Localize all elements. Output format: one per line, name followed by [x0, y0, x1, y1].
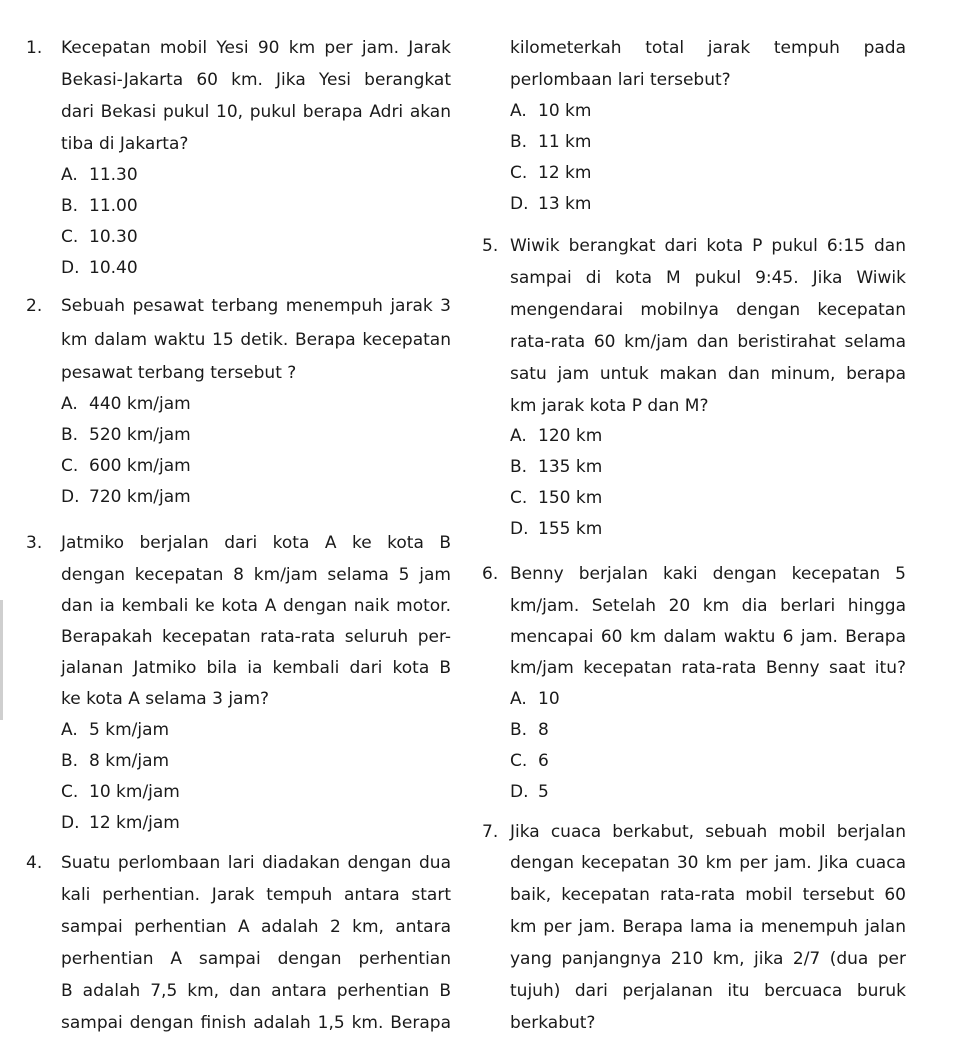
option-text: 5 km/jam: [89, 720, 170, 740]
option-text: 10.40: [89, 258, 138, 278]
question-text-line: ke kota A selama 3 jam?: [61, 689, 270, 709]
question-text-line: mencapai 60 km dalam waktu 6 jam. Berapa: [510, 627, 906, 647]
option-d[interactable]: [61, 813, 180, 833]
question-text-line: km per jam. Berapa lama ia menempuh jalan: [510, 917, 906, 937]
question-text-line: rata-rata 60 km/jam dan beristirahat selama: [510, 332, 906, 352]
question-text-line: Jatmiko berjalan dari kota A ke kota B: [61, 533, 451, 553]
question-text-line: kilometerkah total jarak tempuh pada: [510, 38, 906, 58]
option-text: 155 km: [538, 519, 603, 539]
question-text-line: pesawat terbang tersebut ?: [61, 363, 297, 383]
option-text: 10 km: [538, 101, 592, 121]
question-number: 1.: [26, 38, 43, 58]
option-b[interactable]: [61, 751, 169, 771]
option-c[interactable]: [61, 782, 180, 802]
option-d[interactable]: [61, 258, 138, 278]
option-text: 720 km/jam: [89, 487, 191, 507]
option-label: C.: [61, 782, 79, 802]
option-label: C.: [61, 456, 79, 476]
option-label: C.: [510, 163, 528, 183]
question-text-line: tujuh) dari perjalanan itu bercuaca buruk: [510, 981, 906, 1001]
option-a[interactable]: [510, 689, 560, 709]
option-d[interactable]: [510, 519, 602, 539]
option-label: D.: [61, 487, 80, 507]
option-label: A.: [510, 426, 527, 446]
option-text: 600 km/jam: [89, 456, 191, 476]
question-text-line: Kecepatan mobil Yesi 90 km per jam. Jarak: [61, 38, 451, 58]
option-c[interactable]: [510, 488, 602, 508]
question-text-line: km dalam waktu 15 detik. Berapa kecepatan: [61, 330, 451, 350]
option-text: 10.30: [89, 227, 138, 247]
question-text-line: sampai di kota M pukul 9:45. Jika Wiwik: [510, 268, 906, 288]
question-text-line: mengendarai mobilnya dengan kecepatan: [510, 300, 906, 320]
option-text: 10 km/jam: [89, 782, 180, 802]
question-text-line: tiba di Jakarta?: [61, 134, 189, 154]
question-number: 5.: [482, 236, 499, 256]
option-text: 6: [538, 751, 549, 771]
option-c[interactable]: [510, 751, 549, 771]
question-text-line: perlombaan lari tersebut?: [510, 70, 731, 90]
question-text-line: sampai dengan finish adalah 1,5 km. Berapa: [61, 1013, 451, 1033]
option-label: A.: [61, 394, 78, 414]
option-label: D.: [510, 194, 529, 214]
question-text-line: km/jam. Setelah 20 km dia berlari hingga: [510, 596, 906, 616]
option-c[interactable]: [61, 456, 191, 476]
question-text-line: berkabut?: [510, 1013, 596, 1033]
question-number: 2.: [26, 296, 43, 316]
option-text: 150 km: [538, 488, 603, 508]
option-text: 11.00: [89, 196, 138, 216]
option-d[interactable]: [510, 194, 591, 214]
option-text: 12 km: [538, 163, 592, 183]
question-text-line: Benny berjalan kaki dengan kecepatan 5: [510, 564, 906, 584]
option-text: 11 km: [538, 132, 592, 152]
question-text-line: dengan kecepatan 8 km/jam selama 5 jam: [61, 565, 451, 585]
question-text-line: Jika cuaca berkabut, sebuah mobil berjalan: [510, 822, 906, 842]
option-b[interactable]: [510, 457, 602, 477]
option-label: B.: [61, 196, 79, 216]
question-text-line: B adalah 7,5 km, dan antara perhentian B: [61, 981, 451, 1001]
option-b[interactable]: [61, 425, 191, 445]
question-text-line: Berapakah kecepatan rata-rata seluruh per-: [61, 627, 451, 647]
option-a[interactable]: [61, 394, 191, 414]
question-number: 7.: [482, 822, 499, 842]
option-d[interactable]: [510, 782, 549, 802]
option-text: 10: [538, 689, 560, 709]
option-label: B.: [510, 720, 528, 740]
question-text-line: km/jam kecepatan rata-rata Benny saat itu?: [510, 658, 906, 678]
question-text-line: yang panjangnya 210 km, jika 2/7 (dua per: [510, 949, 906, 969]
option-label: D.: [510, 782, 529, 802]
option-label: A.: [61, 720, 78, 740]
option-label: C.: [61, 227, 79, 247]
option-b[interactable]: [61, 196, 138, 216]
option-a[interactable]: [510, 101, 591, 121]
option-label: B.: [61, 425, 79, 445]
option-text: 8 km/jam: [89, 751, 170, 771]
option-text: 440 km/jam: [89, 394, 191, 414]
option-label: C.: [510, 751, 528, 771]
option-text: 520 km/jam: [89, 425, 191, 445]
option-text: 120 km: [538, 426, 603, 446]
question-text-line: Sebuah pesawat terbang menempuh jarak 3: [61, 296, 451, 316]
option-b[interactable]: [510, 132, 591, 152]
option-text: 11.30: [89, 165, 138, 185]
question-text-line: Wiwik berangkat dari kota P pukul 6:15 dan: [510, 236, 906, 256]
question-text-line: Suatu perlombaan lari diadakan dengan dua: [61, 853, 451, 873]
option-label: A.: [61, 165, 78, 185]
question-text-line: satu jam untuk makan dan minum, berapa: [510, 364, 906, 384]
option-label: B.: [510, 457, 528, 477]
question-text-line: kali perhentian. Jarak tempuh antara start: [61, 885, 451, 905]
question-text-line: baik, kecepatan rata-rata mobil tersebut 60: [510, 885, 906, 905]
option-text: 135 km: [538, 457, 603, 477]
question-text-line: jalanan Jatmiko bila ia kembali dari kota B: [61, 658, 451, 678]
option-label: B.: [510, 132, 528, 152]
option-label: A.: [510, 101, 527, 121]
question-number: 4.: [26, 853, 43, 873]
option-label: B.: [61, 751, 79, 771]
question-number: 3.: [26, 533, 43, 553]
question-text-line: km jarak kota P dan M?: [510, 396, 709, 416]
option-c[interactable]: [61, 227, 138, 247]
option-a[interactable]: [61, 720, 169, 740]
question-text-line: Bekasi-Jakarta 60 km. Jika Yesi berangkat: [61, 70, 451, 90]
option-label: D.: [61, 258, 80, 278]
option-text: 13 km: [538, 194, 592, 214]
question-text-line: dan ia kembali ke kota A dengan naik motor.: [61, 596, 451, 616]
question-text-line: dari Bekasi pukul 10, pukul berapa Adri akan: [61, 102, 451, 122]
question-number: 6.: [482, 564, 499, 584]
option-b[interactable]: [510, 720, 549, 740]
option-text: 5: [538, 782, 549, 802]
option-label: D.: [510, 519, 529, 539]
option-d[interactable]: [61, 487, 191, 507]
option-text: 8: [538, 720, 549, 740]
option-label: D.: [61, 813, 80, 833]
option-text: 12 km/jam: [89, 813, 180, 833]
option-a[interactable]: [61, 165, 138, 185]
option-label: C.: [510, 488, 528, 508]
question-text-line: dengan kecepatan 30 km per jam. Jika cuaca: [510, 853, 906, 873]
page-edge-shadow: [0, 600, 3, 720]
option-a[interactable]: [510, 426, 602, 446]
question-text-line: sampai perhentian A adalah 2 km, antara: [61, 917, 451, 937]
question-text-line: perhentian A sampai dengan perhentian: [61, 949, 451, 969]
option-label: A.: [510, 689, 527, 709]
option-c[interactable]: [510, 163, 591, 183]
